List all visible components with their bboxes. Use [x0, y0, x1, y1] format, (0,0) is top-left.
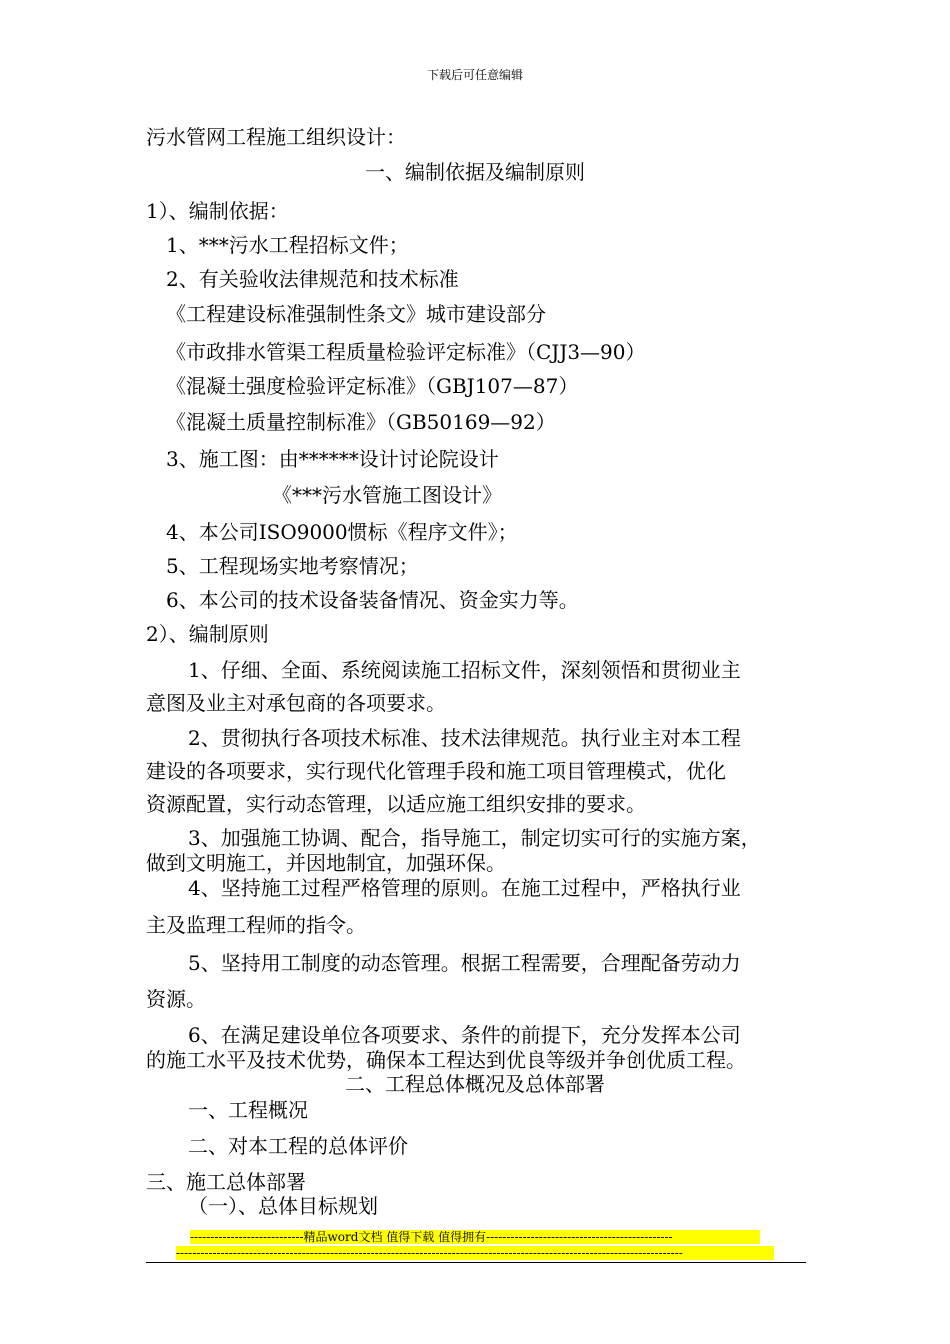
section-heading-1: 一、编制依据及编制原则 [365, 160, 585, 184]
paragraph-line: 的施工水平及技术优势，确保本工程达到优良等级并争创优质工程。 [146, 1048, 746, 1072]
paragraph-line: 6、在满足建设单位各项要求、条件的前提下，充分发挥本公司 [188, 1023, 741, 1047]
paragraph-line: 意图及业主对承包商的各项要求。 [146, 691, 446, 715]
section-heading-2: 二、工程总体概况及总体部署 [345, 1072, 605, 1096]
paragraph-line: 建设的各项要求，实行现代化管理手段和施工项目管理模式，优化 [146, 759, 726, 783]
list-item: 二、对本工程的总体评价 [188, 1134, 408, 1158]
list-item: 3、施工图：由******设计讨论院设计 [166, 447, 499, 471]
list-item: 《工程建设标准强制性条文》城市建设部分 [166, 302, 546, 326]
list-item: 《***污水管施工图设计》 [272, 483, 502, 507]
footer-divider [146, 1262, 806, 1263]
list-item: 《混凝土强度检验评定标准》（GBJ107—87） [166, 374, 579, 398]
list-item: 《市政排水管渠工程质量检验评定标准》（CJJ3—90） [166, 340, 646, 364]
footer-banner-line1: ----------------------------精品word文档 值得下载 值得拥有---------------------------------------------- [190, 1230, 760, 1244]
paragraph-line: 做到文明施工，并因地制宜，加强环保。 [146, 851, 506, 875]
list-item: 一、工程概况 [188, 1098, 308, 1122]
paragraph-line: 3、加强施工协调、配合，指导施工，制定切实可行的实施方案， [188, 826, 761, 850]
subsection-heading-basis: 1）、编制依据： [146, 199, 289, 223]
footer-banner-line2: ----------------------------------------------------------------------------------------------------------------------------- [176, 1246, 774, 1260]
list-item: 《混凝土质量控制标准》（GB50169—92） [166, 410, 556, 434]
paragraph-line: 4、坚持施工过程严格管理的原则。在施工过程中，严格执行业 [188, 876, 741, 900]
list-item: 6、本公司的技术设备装备情况、资金实力等。 [166, 588, 579, 612]
list-item: 5、工程现场实地考察情况； [166, 554, 419, 578]
list-item: 1、***污水工程招标文件； [166, 233, 409, 257]
paragraph-line: 2、贯彻执行各项技术标准、技术法律规范。执行业主对本工程 [188, 726, 741, 750]
list-item: 三、施工总体部署 [146, 1170, 306, 1194]
paragraph-line: 资源。 [146, 987, 206, 1011]
document-title: 污水管网工程施工组织设计： [146, 125, 406, 149]
paragraph-line: 5、坚持用工制度的动态管理。根据工程需要，合理配备劳动力 [188, 951, 741, 975]
paragraph-line: 资源配置，实行动态管理，以适应施工组织安排的要求。 [146, 792, 646, 816]
subsection-heading-principles: 2）、编制原则 [146, 622, 269, 646]
paragraph-line: 主及监理工程师的指令。 [146, 913, 366, 937]
paragraph-line: 1、仔细、全面、系统阅读施工招标文件，深刻领悟和贯彻业主 [188, 658, 741, 682]
list-item: （一）、总体目标规划 [188, 1194, 378, 1218]
list-item: 2、有关验收法律规范和技术标准 [166, 267, 459, 291]
list-item: 4、本公司ISO9000惯标《程序文件》； [166, 520, 518, 544]
header-note: 下载后可任意编辑 [426, 68, 523, 82]
